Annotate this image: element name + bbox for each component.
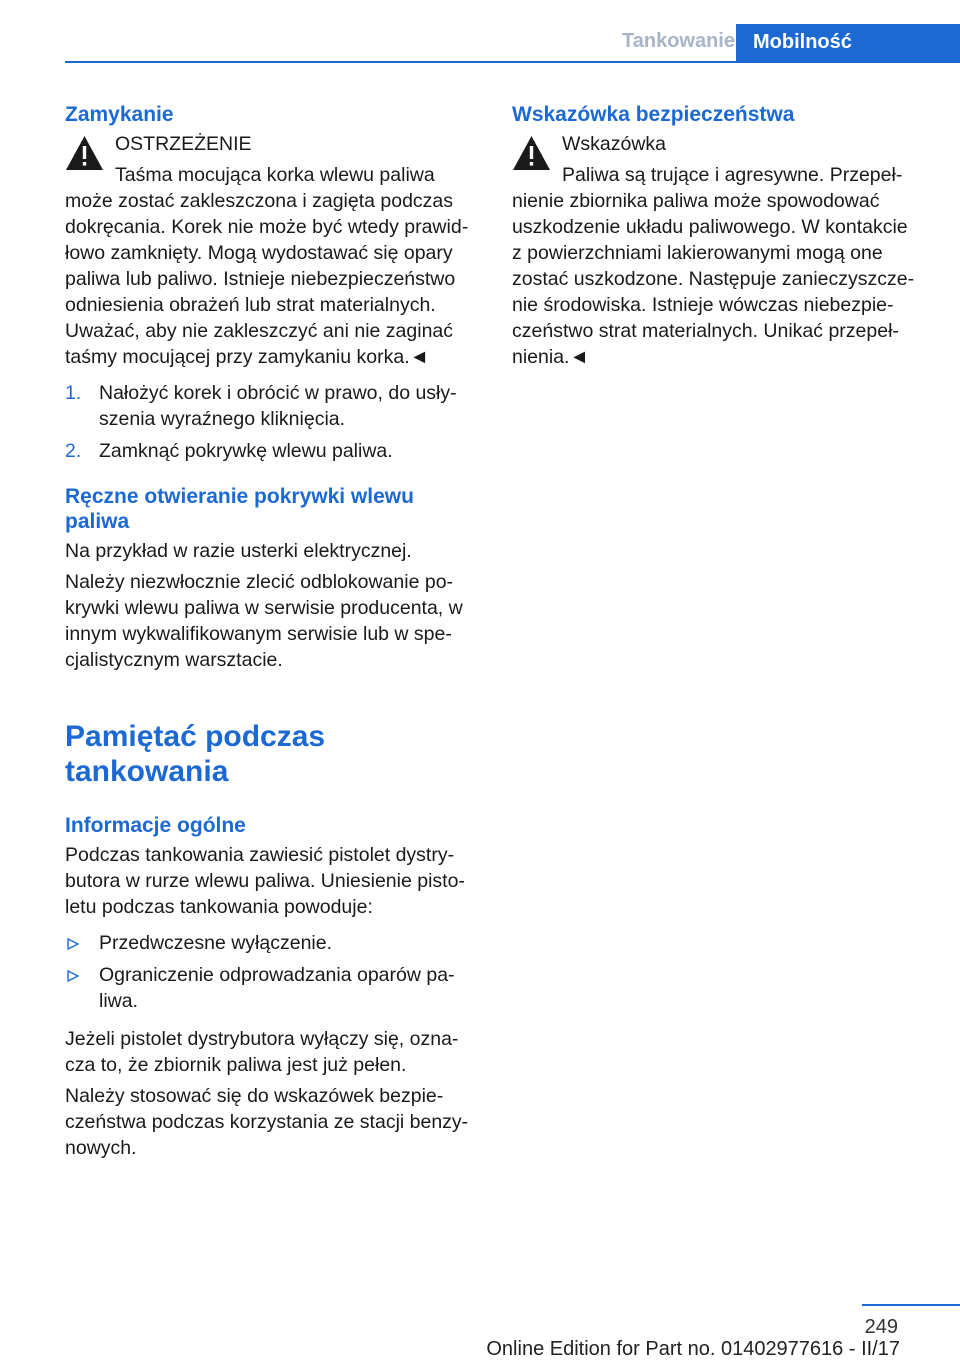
closing-steps [65,380,477,464]
note-line: Paliwa są trujące i agresywne. Przepeł- [562,164,903,186]
triangle-bullet-icon [67,970,79,982]
safety-advice-paragraph: Należy stosować się do wskazówek bezpie-czeństwa podczas korzystania ze stacji benzy-nowych. [65,1085,469,1159]
page-number: 249 [864,1316,898,1338]
note-line: nie środowiska. Istnieje wówczas niebezpie- [512,294,894,316]
note-line: zostać uszkodzone. Następuje zanieczyszcze- [512,268,915,290]
general-info-paragraph: Podczas tankowania zawiesić pistolet dystry-butora w rurze wlewu paliwa. Uniesienie pisto-letu podczas tankowania powoduje: [65,844,465,918]
warning-box [65,131,477,370]
left-column [65,102,477,1166]
triangle-bullet-icon [67,938,79,950]
shutoff-paragraph: Jeżeli pistolet dystrybutora wyłączy się, ozna-cza to, że zbiornik paliwa jest już pełen. [65,1028,459,1076]
step-item [65,380,477,432]
note-label: Wskazówka [562,133,667,155]
remember-heading: Pamiętać podczas tankowania [65,720,326,788]
note-line: z powierzchniami lakierowanymi mogą one [512,242,883,264]
note-line: uszkodzenie układu paliwowego. W kontakcie [512,216,908,238]
general-info-heading: Informacje ogólne [65,814,246,837]
warning-line: Taśma mocująca korka wlewu paliwa [115,164,435,186]
list-item [65,962,477,1014]
warning-line: Uważać, aby nie zakleszczyć ani nie zaginać [65,320,454,342]
footer-rule [862,1304,960,1306]
right-column [512,102,924,370]
list-item-text: Przedwczesne wyłączenie. [99,932,333,954]
note-line: nienie zbiornika paliwa może spowodować [512,190,880,212]
warning-line: łowo zamknięty. Mogą wydostawać się opary [65,242,453,264]
note-text [512,162,924,370]
header-section-tab[interactable]: Tankowanie [622,30,735,52]
note-line: nienia.◄ [512,346,589,368]
note-box [512,131,924,370]
header-chapter-tab[interactable]: Mobilność [736,24,960,61]
step-text: Zamknąć pokrywkę wlewu paliwa. [99,440,393,462]
warning-line: taśmy mocującej przy zamykaniu korka.◄ [65,346,429,368]
manual-open-heading: Ręczne otwieranie pokrywki wlewu paliwa [65,485,414,533]
step-number: 1. [65,382,82,404]
warning-triangle-icon [65,135,104,171]
note-line: czeństwo strat materialnych. Unikać przepeł- [512,320,899,342]
step-item [65,438,477,464]
warning-line: może zostać zakleszczona i zagięta podczas [65,190,454,212]
warning-text [65,162,477,370]
warning-line: paliwa lub paliwo. Istnieje niebezpieczeństwo [65,268,456,290]
manual-open-intro: Na przykład w razie usterki elektrycznej. [65,540,412,562]
edition-info: Online Edition for Part no. 01402977616 - II/17 [486,1338,900,1360]
effects-list [65,930,477,1014]
list-item [65,930,477,956]
warning-label: OSTRZEŻENIE [115,133,252,155]
closing-heading: Zamykanie [65,103,174,126]
warning-line: dokręcania. Korek nie może być wtedy prawid- [65,216,469,238]
step-text: Nałożyć korek i obrócić w prawo, do usły-szenia wyraźnego kliknięcia. [99,382,457,430]
warning-line: odniesienia obrażeń lub strat materialnych. [65,294,436,316]
warning-triangle-icon [512,135,551,171]
list-item-text: Ograniczenie odprowadzania oparów pa-liwa. [99,964,455,1012]
step-number: 2. [65,440,82,462]
safety-heading: Wskazówka bezpieczeństwa [512,103,795,126]
header-rule [65,61,960,63]
manual-open-paragraph: Należy niezwłocznie zlecić odblokowanie po-krywki wlewu paliwa w serwisie producenta, w innym wykwalifikowanym serwisie lub w spe-cjalistycznym warsztacie. [65,571,463,671]
